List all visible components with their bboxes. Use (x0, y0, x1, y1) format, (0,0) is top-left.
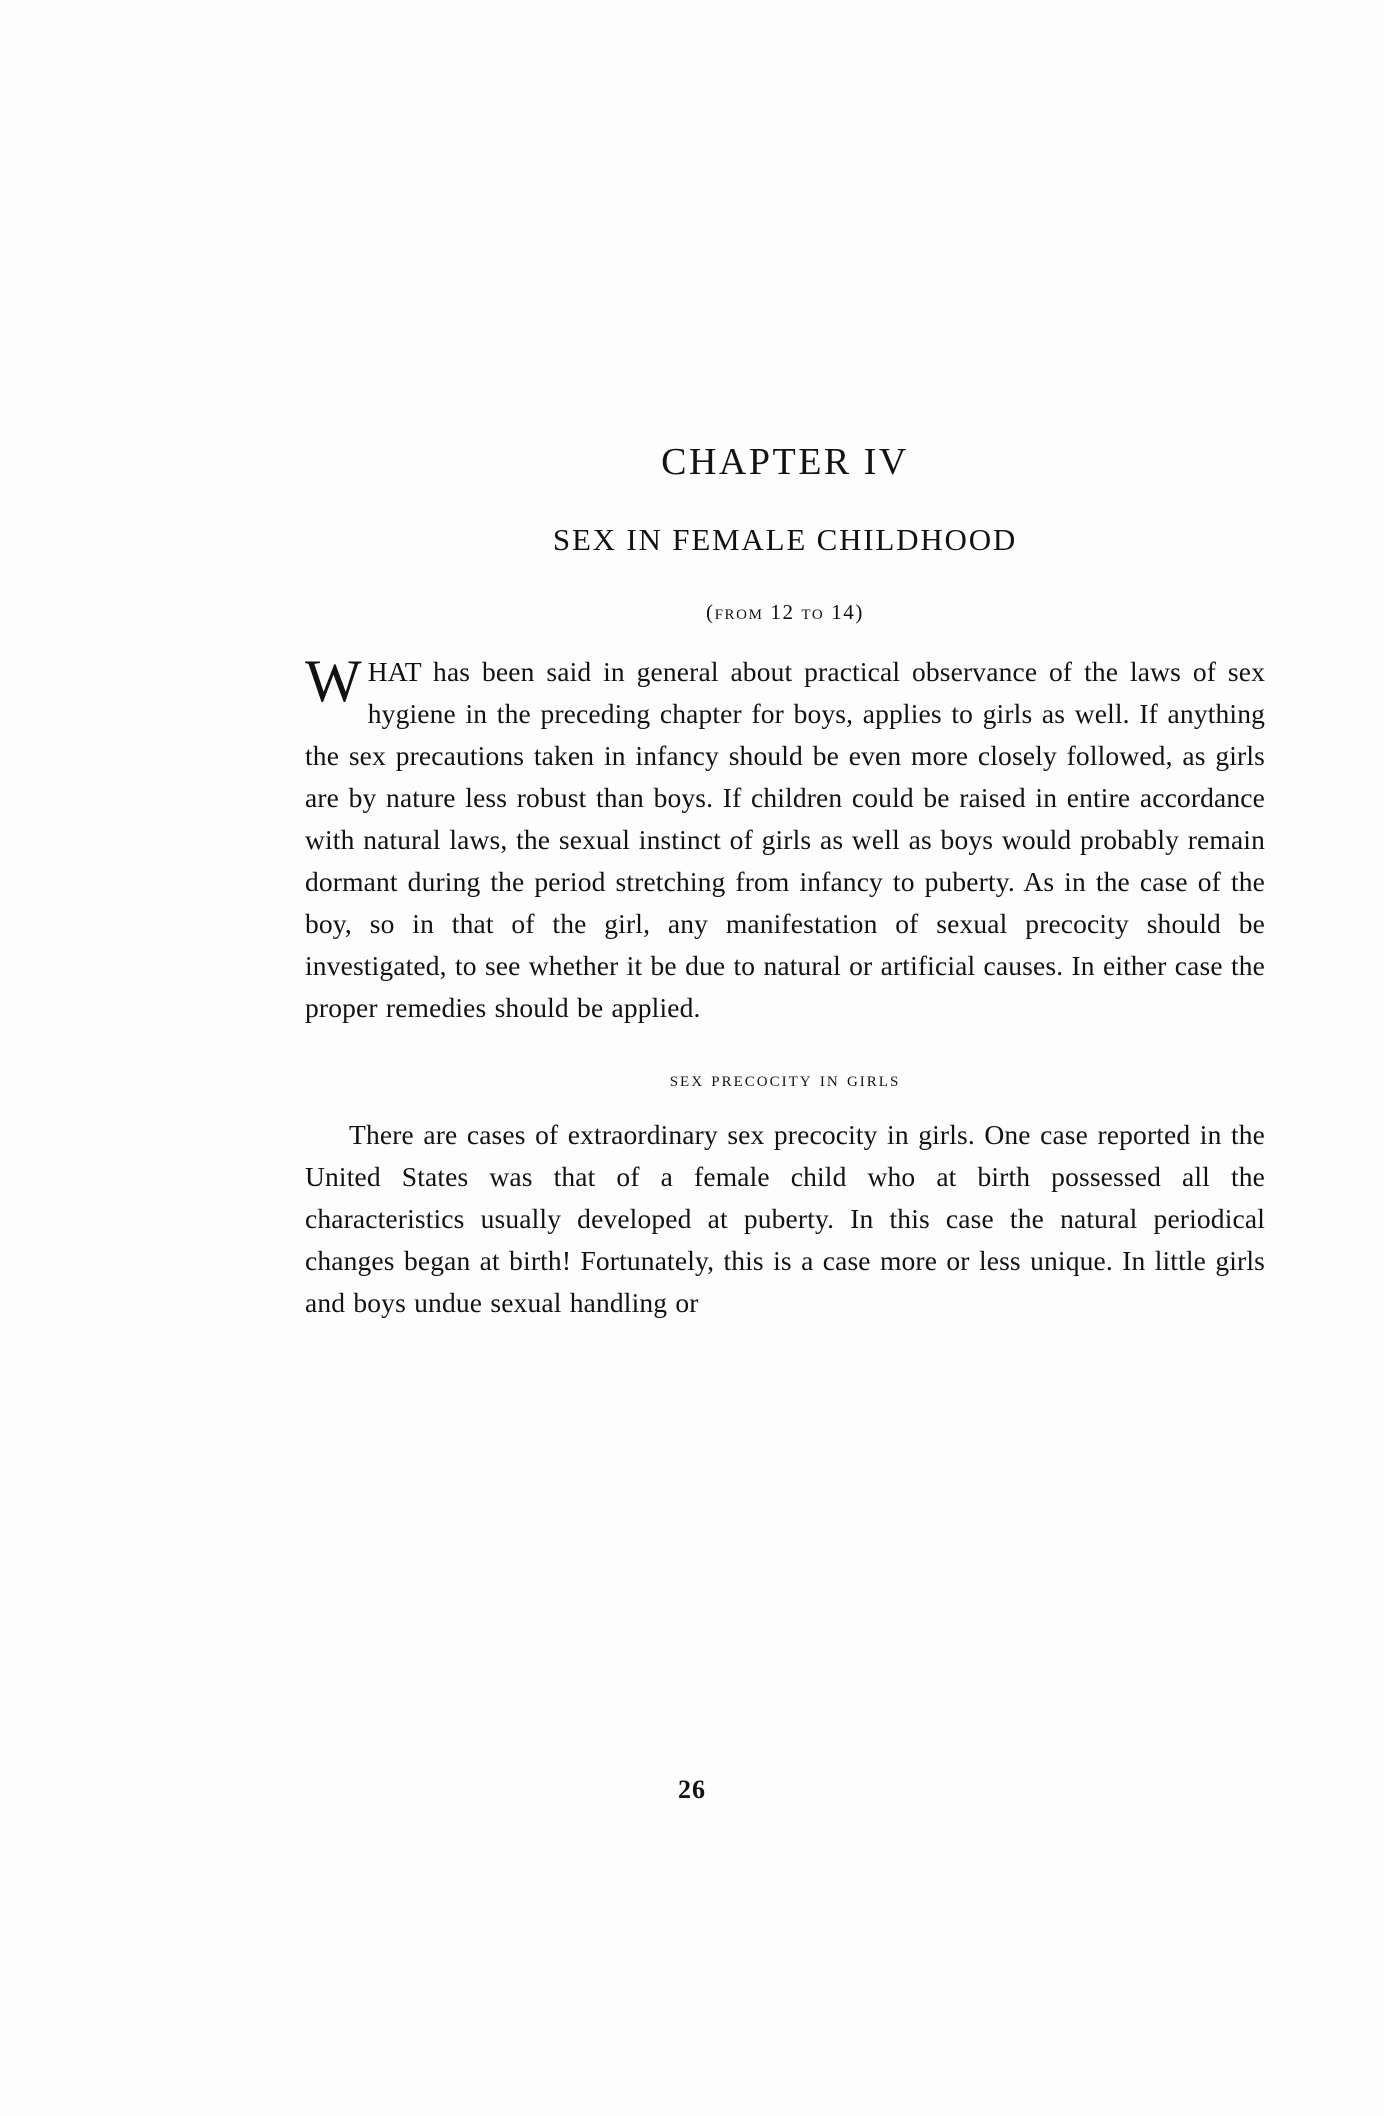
drop-cap: W (305, 648, 362, 714)
section-paragraph: There are cases of extraordinary sex precocity in girls. One case reported in the United States was that of a female child who at birth possessed all the characteristics usually developed at puberty. In this case the natural periodical changes began at birth! Fortunately, this is a case more or less unique. In little girls and boys undue sexual handling or (305, 1119, 1265, 1318)
chapter-subtitle: (from 12 to 14) (706, 600, 864, 624)
opening-paragraph (305, 648, 1265, 1029)
page-content (305, 440, 1265, 1324)
opening-paragraph-text: HAT has been said in general about practical observance of the laws of sex hygiene in the preceding chapter for boys, applies to girls as well. If anything the sex precautions taken in infancy should be even more closely followed, as girls are by nature less robust than boys. If children could be raised in entire accordance with natural laws, the sexual instinct of girls as well as boys would probably remain dormant during the period stretching from infancy to puberty. As in the case of the boy, so in that of the girl, any manifestation of sexual precocity should be investigated, to see whether it be due to natural or artificial causes. In either case the proper remedies should be applied. (305, 656, 1265, 1023)
section-heading: sex precocity in girls (669, 1067, 901, 1091)
chapter-title: SEX IN FEMALE CHILDHOOD (552, 522, 1018, 557)
page-number: 26 (678, 1775, 706, 1804)
chapter-number: CHAPTER IV (661, 441, 909, 483)
